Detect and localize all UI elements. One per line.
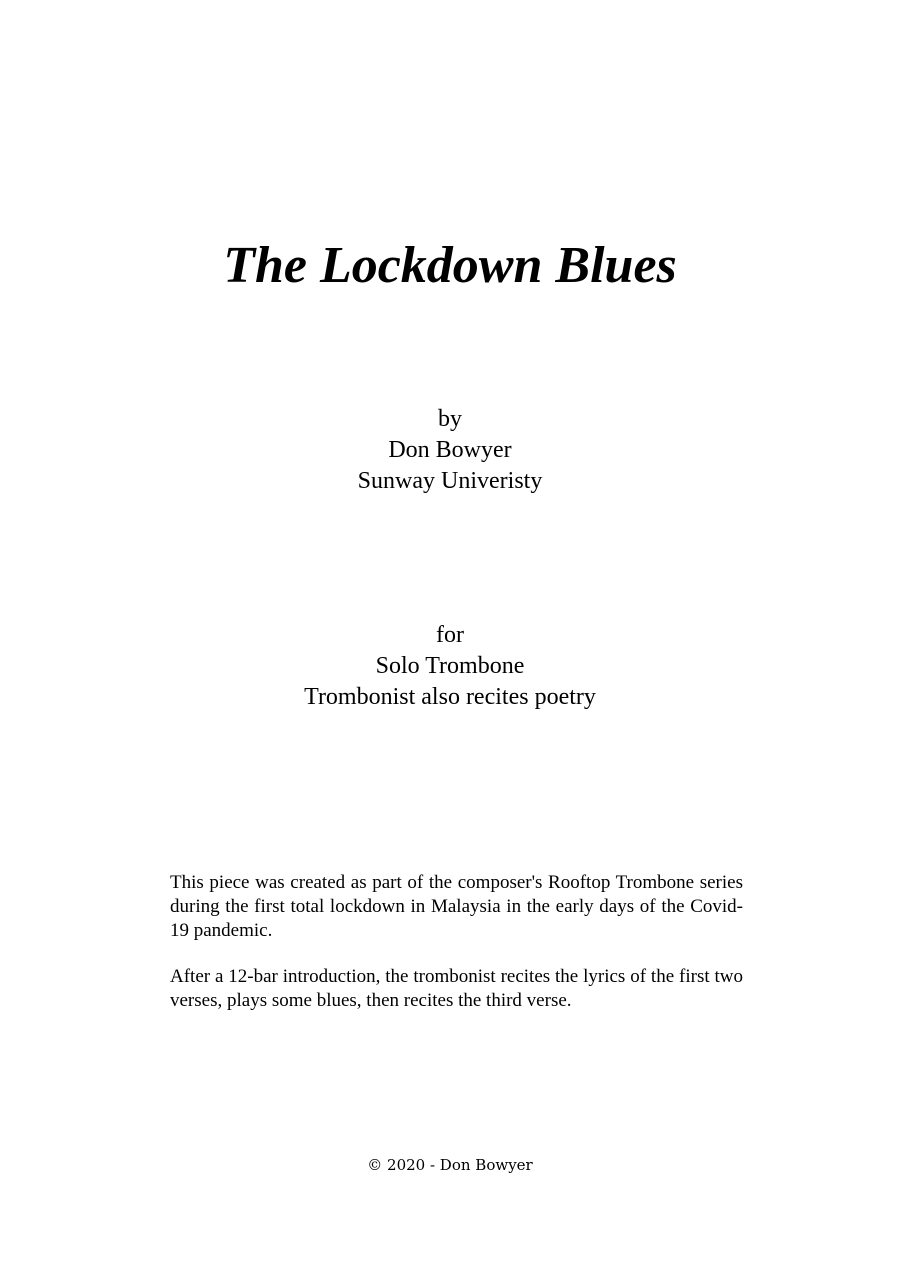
performance-note: Trombonist also recites poetry (304, 684, 596, 710)
description-paragraph-2: After a 12-bar introduction, the trombonist recites the lyrics of the first two verses, plays some blues, then recites the third verse. (170, 966, 743, 1011)
instrumentation-block (0, 620, 900, 713)
page-title: The Lockdown Blues (223, 237, 677, 294)
composer-name: Don Bowyer (388, 437, 512, 463)
for-label: for (436, 622, 464, 648)
by-label: by (438, 406, 462, 432)
composer-affiliation: Sunway Univeristy (357, 468, 543, 494)
description-block (170, 871, 743, 1035)
description-paragraph-1: This piece was created as part of the composer's Rooftop Trombone series during the first total lockdown in Malaysia in the early days of the Covid-19 pandemic. (170, 872, 743, 941)
instrument-name: Solo Trombone (375, 653, 525, 679)
copyright-notice: © 2020 - Don Bowyer (367, 1156, 533, 1174)
byline-block (0, 404, 900, 497)
